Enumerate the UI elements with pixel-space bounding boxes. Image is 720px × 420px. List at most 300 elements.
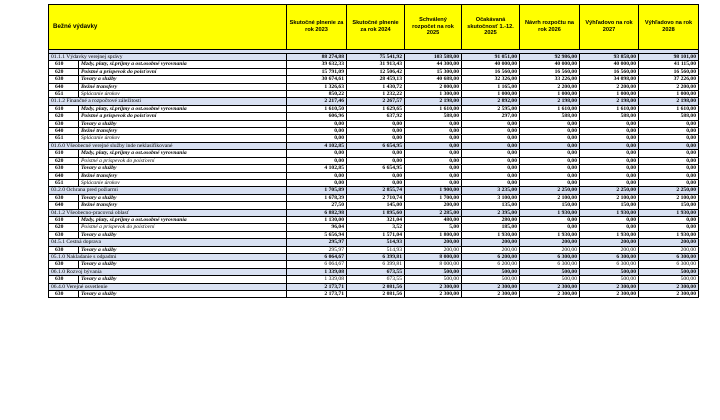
header-col-2027: Výhľadovo na rok 2027 <box>580 5 639 50</box>
value-cell: 0,00 <box>462 120 520 127</box>
item-name: Bežné transfery <box>79 202 287 209</box>
value-cell: 500,00 <box>520 276 580 283</box>
value-cell: 2 100,00 <box>639 194 699 201</box>
value-cell: 2 595,00 <box>462 105 520 112</box>
value-cell: 2 267,57 <box>347 98 405 105</box>
value-cell: 500,00 <box>639 268 699 275</box>
value-cell: 2 300,00 <box>520 291 580 298</box>
value-cell: 1 610,00 <box>639 105 699 112</box>
value-cell: 2 300,00 <box>405 283 462 290</box>
economic-code: 630 <box>49 165 79 172</box>
economic-code: 651 <box>49 91 79 98</box>
header-row <box>49 5 699 50</box>
section-row <box>49 268 699 275</box>
header-col-2023: Skutočné plnenie za rok 2023 <box>287 5 347 50</box>
item-row <box>49 179 699 186</box>
value-cell: 1 930,00 <box>580 209 639 216</box>
item-name: Bežné transfery <box>79 128 287 135</box>
value-cell: 2 300,00 <box>405 291 462 298</box>
value-cell: 588,00 <box>405 113 462 120</box>
value-cell: 200,00 <box>405 202 462 209</box>
value-cell: 1 930,00 <box>639 209 699 216</box>
item-name: Splácanie úrokov <box>79 179 287 186</box>
value-cell: 2 000,00 <box>405 83 462 90</box>
value-cell: 673,55 <box>347 276 405 283</box>
item-row <box>49 224 699 231</box>
economic-code: 640 <box>49 172 79 179</box>
value-cell: 500,00 <box>520 268 580 275</box>
value-cell: 0,00 <box>287 179 347 186</box>
value-cell: 0,00 <box>520 135 580 142</box>
value-cell: 16 560,00 <box>580 68 639 75</box>
value-cell: 0,00 <box>520 179 580 186</box>
item-row <box>49 291 699 298</box>
item-name: Mzdy, platy, sl.príjmy a ost.osobné vyrovnania <box>79 216 287 223</box>
value-cell: 1 339,08 <box>287 276 347 283</box>
economic-code: 630 <box>49 194 79 201</box>
item-name: Poistné a príspevok do poisťovní <box>79 224 287 231</box>
value-cell: 1 571,04 <box>347 231 405 238</box>
value-cell: 93 858,00 <box>580 54 639 61</box>
item-name: Mzdy, platy, sl.príjmy a ost.osobné vyrovnania <box>79 150 287 157</box>
value-cell: 0,00 <box>580 179 639 186</box>
economic-code: 610 <box>49 105 79 112</box>
value-cell: 500,00 <box>405 276 462 283</box>
value-cell: 0,00 <box>405 120 462 127</box>
value-cell: 40 688,00 <box>405 76 462 83</box>
value-cell: 514,93 <box>347 246 405 253</box>
value-cell: 1 326,63 <box>287 83 347 90</box>
section-row <box>49 283 699 290</box>
value-cell: 40 000,00 <box>462 61 520 68</box>
value-cell: 200,00 <box>580 239 639 246</box>
value-cell: 1 165,00 <box>462 83 520 90</box>
value-cell: 200,00 <box>462 246 520 253</box>
economic-code: 640 <box>49 83 79 90</box>
item-row <box>49 150 699 157</box>
value-cell: 98 101,00 <box>639 54 699 61</box>
value-cell: 0,00 <box>639 224 699 231</box>
value-cell: 2 300,00 <box>639 283 699 290</box>
value-cell: 2 081,56 <box>347 291 405 298</box>
value-cell: 1 339,08 <box>287 268 347 275</box>
value-cell: 0,00 <box>347 179 405 186</box>
value-cell: 0,00 <box>520 216 580 223</box>
value-cell: 150,00 <box>520 202 580 209</box>
value-cell: 0,00 <box>405 135 462 142</box>
section-name: 05.1.0 Nakladanie s odpadmi <box>49 253 287 260</box>
value-cell: 0,00 <box>287 128 347 135</box>
value-cell: 88 274,88 <box>287 54 347 61</box>
item-name: Bežné transfery <box>79 83 287 90</box>
value-cell: 6 882,98 <box>287 209 347 216</box>
economic-code: 630 <box>49 76 79 83</box>
economic-code: 620 <box>49 68 79 75</box>
value-cell: 500,00 <box>580 276 639 283</box>
header-col-2025-expected: Očakávaná skutočnosť 1.-12. 2025 <box>462 5 520 50</box>
value-cell: 500,00 <box>580 268 639 275</box>
value-cell: 6 654,95 <box>347 142 405 149</box>
section-name: 01.6.0 Všeobecné verejné služby inde neklasifikované <box>49 142 287 149</box>
value-cell: 606,96 <box>287 113 347 120</box>
value-cell: 0,00 <box>580 157 639 164</box>
value-cell: 0,00 <box>462 172 520 179</box>
value-cell: 200,00 <box>639 246 699 253</box>
value-cell: 295,97 <box>287 239 347 246</box>
value-cell: 1 300,00 <box>405 91 462 98</box>
value-cell: 44 300,00 <box>405 61 462 68</box>
value-cell: 0,00 <box>520 150 580 157</box>
value-cell: 28 459,13 <box>347 76 405 83</box>
value-cell: 40 000,00 <box>580 61 639 68</box>
value-cell: 200,00 <box>520 239 580 246</box>
value-cell: 1 000,00 <box>639 91 699 98</box>
value-cell: 280,00 <box>462 216 520 223</box>
value-cell: 40 000,00 <box>520 61 580 68</box>
item-name: Splácanie úrokov <box>79 91 287 98</box>
value-cell: 1 430,72 <box>347 83 405 90</box>
value-cell: 3 100,00 <box>462 194 520 201</box>
item-row <box>49 172 699 179</box>
value-cell: 2 250,00 <box>520 187 580 194</box>
header-col-2028: Výhľadovo na rok 2028 <box>639 5 699 50</box>
section-row <box>49 209 699 216</box>
economic-code: 630 <box>49 276 79 283</box>
value-cell: 0,00 <box>580 142 639 149</box>
value-cell: 150,00 <box>639 202 699 209</box>
value-cell: 34 098,00 <box>580 76 639 83</box>
value-cell: 33 226,00 <box>520 76 580 83</box>
value-cell: 0,00 <box>405 128 462 135</box>
item-row <box>49 194 699 201</box>
value-cell: 2 100,00 <box>580 194 639 201</box>
item-name: Tovary a služby <box>79 246 287 253</box>
value-cell: 2 217,46 <box>287 98 347 105</box>
header-col-2024: Skutočné plnenie za rok 2024 <box>347 5 405 50</box>
value-cell: 0,00 <box>405 150 462 157</box>
value-cell: 5,00 <box>405 224 462 231</box>
value-cell: 150,00 <box>580 202 639 209</box>
value-cell: 321,04 <box>347 216 405 223</box>
item-name: Tovary a služby <box>79 194 287 201</box>
value-cell: 6 300,00 <box>580 261 639 268</box>
value-cell: 0,00 <box>462 179 520 186</box>
value-cell: 8 000,00 <box>405 253 462 260</box>
value-cell: 16 560,00 <box>462 68 520 75</box>
item-name: Mzdy, platy, sl.príjmy a ost.osobné vyrovnania <box>79 61 287 68</box>
value-cell: 0,00 <box>405 165 462 172</box>
value-cell: 3,52 <box>347 224 405 231</box>
economic-code: 651 <box>49 135 79 142</box>
value-cell: 0,00 <box>287 150 347 157</box>
value-cell: 2 250,00 <box>639 187 699 194</box>
value-cell: 1 130,00 <box>287 216 347 223</box>
value-cell: 0,00 <box>580 216 639 223</box>
value-cell: 1 000,00 <box>462 91 520 98</box>
value-cell: 185,00 <box>462 224 520 231</box>
value-cell: 0,00 <box>639 135 699 142</box>
economic-code: 620 <box>49 157 79 164</box>
value-cell: 0,00 <box>287 135 347 142</box>
value-cell: 1 610,00 <box>405 105 462 112</box>
header-col-2026: Návrh rozpočtu na rok 2026 <box>520 5 580 50</box>
value-cell: 200,00 <box>580 246 639 253</box>
section-name: 06.4.0 Verejné osvetlenie <box>49 283 287 290</box>
value-cell: 2 200,00 <box>520 83 580 90</box>
value-cell: 1 930,00 <box>462 231 520 238</box>
value-cell: 588,00 <box>639 113 699 120</box>
budget-table-container <box>48 4 698 298</box>
value-cell: 15 300,00 <box>405 68 462 75</box>
value-cell: 588,00 <box>520 113 580 120</box>
economic-code: 610 <box>49 150 79 157</box>
section-name: 04.1.2 Všeobecno-pracovná oblasť <box>49 209 287 216</box>
value-cell: 0,00 <box>462 135 520 142</box>
value-cell: 0,00 <box>639 179 699 186</box>
value-cell: 39 632,33 <box>287 61 347 68</box>
value-cell: 37 226,00 <box>639 76 699 83</box>
value-cell: 0,00 <box>347 135 405 142</box>
value-cell: 0,00 <box>287 120 347 127</box>
value-cell: 295,97 <box>287 246 347 253</box>
value-cell: 6 300,00 <box>520 261 580 268</box>
value-cell: 0,00 <box>347 150 405 157</box>
value-cell: 0,00 <box>405 179 462 186</box>
value-cell: 500,00 <box>462 268 520 275</box>
economic-code: 620 <box>49 224 79 231</box>
value-cell: 0,00 <box>347 120 405 127</box>
value-cell: 4 102,85 <box>287 165 347 172</box>
value-cell: 16 560,00 <box>520 68 580 75</box>
value-cell: 0,00 <box>580 135 639 142</box>
value-cell: 0,00 <box>639 157 699 164</box>
economic-code: 610 <box>49 216 79 223</box>
value-cell: 0,00 <box>287 172 347 179</box>
value-cell: 0,00 <box>520 128 580 135</box>
value-cell: 2 300,00 <box>462 291 520 298</box>
value-cell: 2 300,00 <box>580 291 639 298</box>
item-row <box>49 113 699 120</box>
value-cell: 15 791,09 <box>287 68 347 75</box>
value-cell: 514,93 <box>347 239 405 246</box>
value-cell: 2 100,00 <box>520 194 580 201</box>
value-cell: 6 300,00 <box>580 253 639 260</box>
section-row <box>49 239 699 246</box>
item-name: Tovary a služby <box>79 261 287 268</box>
value-cell: 0,00 <box>639 172 699 179</box>
value-cell: 1 900,00 <box>405 187 462 194</box>
value-cell: 6 300,00 <box>520 253 580 260</box>
value-cell: 200,00 <box>405 239 462 246</box>
value-cell: 2 200,00 <box>639 83 699 90</box>
value-cell: 2 081,56 <box>347 283 405 290</box>
value-cell: 200,00 <box>462 239 520 246</box>
value-cell: 6 064,67 <box>287 261 347 268</box>
value-cell: 3 235,00 <box>462 187 520 194</box>
item-row <box>49 135 699 142</box>
economic-code: 651 <box>49 179 79 186</box>
value-cell: 0,00 <box>520 165 580 172</box>
value-cell: 1 678,39 <box>287 194 347 201</box>
item-row <box>49 216 699 223</box>
value-cell: 2 198,00 <box>639 98 699 105</box>
value-cell: 0,00 <box>639 128 699 135</box>
value-cell: 2 198,00 <box>580 98 639 105</box>
item-row <box>49 165 699 172</box>
economic-code: 630 <box>49 246 79 253</box>
value-cell: 480,00 <box>405 216 462 223</box>
value-cell: 637,92 <box>347 113 405 120</box>
value-cell: 0,00 <box>639 165 699 172</box>
value-cell: 1 705,89 <box>287 187 347 194</box>
value-cell: 2 855,74 <box>347 187 405 194</box>
section-row <box>49 142 699 149</box>
item-name: Tovary a služby <box>79 120 287 127</box>
item-name: Tovary a služby <box>79 76 287 83</box>
value-cell: 200,00 <box>405 246 462 253</box>
value-cell: 6 399,81 <box>347 253 405 260</box>
section-row <box>49 253 699 260</box>
value-cell: 135,00 <box>462 202 520 209</box>
value-cell: 6 200,00 <box>462 261 520 268</box>
value-cell: 92 986,00 <box>520 54 580 61</box>
value-cell: 1 232,22 <box>347 91 405 98</box>
value-cell: 75 541,92 <box>347 54 405 61</box>
section-row <box>49 98 699 105</box>
value-cell: 1 895,60 <box>347 209 405 216</box>
value-cell: 145,00 <box>347 202 405 209</box>
item-row <box>49 68 699 75</box>
value-cell: 2 250,00 <box>580 187 639 194</box>
item-row <box>49 157 699 164</box>
economic-code: 630 <box>49 120 79 127</box>
value-cell: 31 913,43 <box>347 61 405 68</box>
value-cell: 0,00 <box>580 128 639 135</box>
value-cell: 297,00 <box>462 113 520 120</box>
value-cell: 0,00 <box>347 172 405 179</box>
value-cell: 2 300,00 <box>580 283 639 290</box>
value-cell: 0,00 <box>639 216 699 223</box>
value-cell: 0,00 <box>580 172 639 179</box>
value-cell: 2 300,00 <box>462 283 520 290</box>
section-row <box>49 54 699 61</box>
value-cell: 0,00 <box>639 120 699 127</box>
value-cell: 27,50 <box>287 202 347 209</box>
item-name: Tovary a služby <box>79 165 287 172</box>
value-cell: 5 656,94 <box>287 231 347 238</box>
value-cell: 0,00 <box>520 157 580 164</box>
value-cell: 12 506,42 <box>347 68 405 75</box>
value-cell: 0,00 <box>639 142 699 149</box>
item-name: Tovary a služby <box>79 231 287 238</box>
value-cell: 850,22 <box>287 91 347 98</box>
value-cell: 6 300,00 <box>639 261 699 268</box>
value-cell: 1 610,00 <box>580 105 639 112</box>
item-row <box>49 128 699 135</box>
value-cell: 1 800,00 <box>405 231 462 238</box>
economic-code: 610 <box>49 61 79 68</box>
value-cell: 30 674,61 <box>287 76 347 83</box>
value-cell: 0,00 <box>462 142 520 149</box>
item-name: Poistné a príspevok do poisťovní <box>79 113 287 120</box>
value-cell: 0,00 <box>347 128 405 135</box>
value-cell: 2 198,00 <box>405 98 462 105</box>
value-cell: 8 000,00 <box>405 261 462 268</box>
value-cell: 1 610,50 <box>287 105 347 112</box>
value-cell: 2 710,74 <box>347 194 405 201</box>
value-cell: 0,00 <box>580 150 639 157</box>
value-cell: 2 173,71 <box>287 283 347 290</box>
item-row <box>49 202 699 209</box>
item-name: Tovary a služby <box>79 276 287 283</box>
value-cell: 32 326,00 <box>462 76 520 83</box>
value-cell: 0,00 <box>580 120 639 127</box>
value-cell: 6 654,95 <box>347 165 405 172</box>
item-name: Poistné a príspevok do poisťovní <box>79 68 287 75</box>
value-cell: 1 930,00 <box>520 209 580 216</box>
value-cell: 0,00 <box>639 150 699 157</box>
economic-code: 630 <box>49 231 79 238</box>
value-cell: 2 892,00 <box>462 98 520 105</box>
economic-code: 630 <box>49 291 79 298</box>
value-cell: 500,00 <box>405 268 462 275</box>
value-cell: 6 399,81 <box>347 261 405 268</box>
value-cell: 16 560,00 <box>639 68 699 75</box>
value-cell: 2 285,00 <box>405 209 462 216</box>
value-cell: 1 000,00 <box>520 91 580 98</box>
section-row <box>49 187 699 194</box>
header-col-2025-approved: Schválený rozpočet na rok 2025 <box>405 5 462 50</box>
value-cell: 0,00 <box>405 172 462 179</box>
budget-table <box>48 4 699 298</box>
item-row <box>49 105 699 112</box>
item-name: Poistné a príspevok do poisťovní <box>79 157 287 164</box>
item-name: Mzdy, platy, sl.príjmy a ost.osobné vyrovnania <box>79 105 287 112</box>
value-cell: 2 395,00 <box>462 209 520 216</box>
item-name: Splácanie úrokov <box>79 135 287 142</box>
economic-code: 640 <box>49 202 79 209</box>
value-cell: 1 700,00 <box>405 194 462 201</box>
value-cell: 0,00 <box>462 128 520 135</box>
value-cell: 200,00 <box>520 246 580 253</box>
value-cell: 2 198,00 <box>520 98 580 105</box>
section-name: 06.1.0 Rozvoj bývania <box>49 268 287 275</box>
item-row <box>49 246 699 253</box>
value-cell: 2 200,00 <box>580 83 639 90</box>
value-cell: 0,00 <box>462 150 520 157</box>
value-cell: 1 930,00 <box>520 231 580 238</box>
item-row <box>49 76 699 83</box>
value-cell: 0,00 <box>520 142 580 149</box>
value-cell: 2 300,00 <box>520 283 580 290</box>
value-cell: 0,00 <box>520 120 580 127</box>
value-cell: 1 000,00 <box>580 91 639 98</box>
section-name: 03.2.0 Ochrana pred požiarmi <box>49 187 287 194</box>
section-name: 01.1.2 Finančné a rozpočtové záležitosti <box>49 98 287 105</box>
item-row <box>49 83 699 90</box>
value-cell: 2 300,00 <box>639 291 699 298</box>
item-row <box>49 120 699 127</box>
value-cell: 500,00 <box>639 276 699 283</box>
item-row <box>49 276 699 283</box>
economic-code: 630 <box>49 261 79 268</box>
value-cell: 673,55 <box>347 268 405 275</box>
value-cell: 96,04 <box>287 224 347 231</box>
item-name: Bežné transfery <box>79 172 287 179</box>
value-cell: 0,00 <box>287 157 347 164</box>
value-cell: 41 115,00 <box>639 61 699 68</box>
value-cell: 1 930,00 <box>580 231 639 238</box>
